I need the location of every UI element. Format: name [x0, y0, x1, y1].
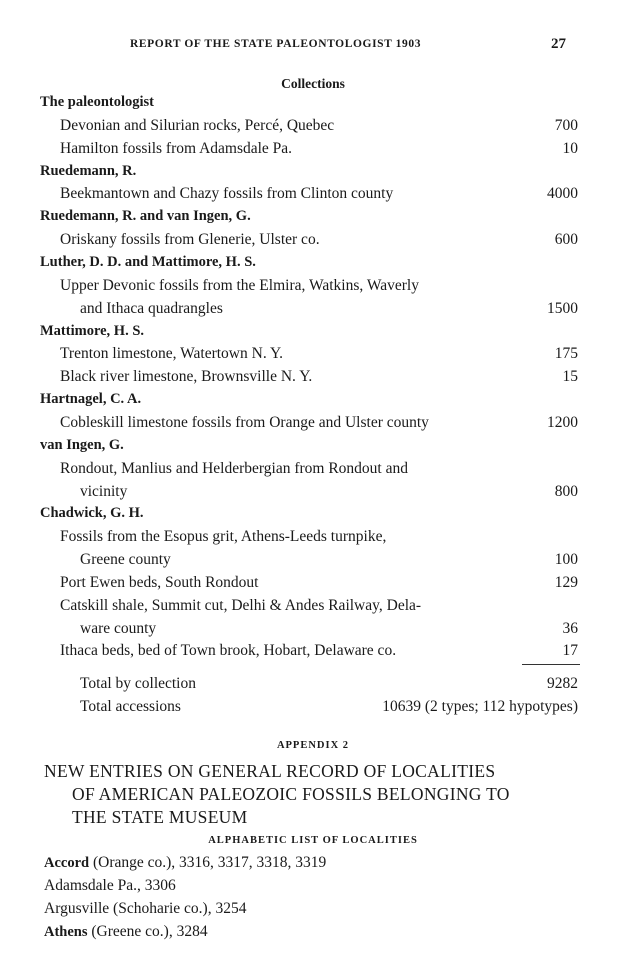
- collection-count: 800: [554, 482, 578, 500]
- collection-description: Fossils from the Esopus grit, Athens-Leeds turnpike,: [60, 528, 387, 546]
- collection-count: 36: [562, 619, 578, 637]
- collection-count: 175: [554, 345, 578, 363]
- collection-count: 17: [562, 642, 578, 660]
- collection-count: 129: [554, 573, 578, 591]
- alphabetic-list-heading: ALPHABETIC LIST OF LOCALITIES: [208, 835, 418, 846]
- locality-details: Adamsdale Pa., 3306: [44, 877, 176, 894]
- total-accessions-value: 10639 (2 types; 112 hypotypes): [382, 698, 578, 715]
- total-by-collection-label: Total by collection: [80, 675, 196, 692]
- collector-name: van Ingen, G.: [40, 436, 124, 453]
- collection-count: 4000: [547, 185, 578, 203]
- collection-description: ware county: [80, 619, 157, 637]
- appendix-title-line-2: OF AMERICAN PALEOZOIC FOSSILS BELONGING TO: [72, 784, 510, 804]
- collection-item-row: [0, 642, 626, 664]
- collection-count: 10: [562, 139, 578, 157]
- collection-description: Hamilton fossils from Adamsdale Pa.: [60, 139, 293, 157]
- collector-row: [0, 254, 626, 276]
- collection-description: Trenton limestone, Watertown N. Y.: [60, 345, 284, 363]
- collector-row: [0, 94, 626, 116]
- collection-count: 1500: [547, 299, 578, 317]
- collection-item-row: [0, 345, 626, 367]
- collection-count: 100: [554, 551, 578, 568]
- collection-description: Beekmantown and Chazy fossils from Clinton county: [60, 185, 394, 203]
- appendix-label: APPENDIX 2: [276, 740, 350, 751]
- collection-description: Greene county: [80, 551, 171, 568]
- locality-details: (Orange co.), 3316, 3317, 3318, 3319: [89, 854, 327, 871]
- collection-description: Oriskany fossils from Glenerie, Ulster co.: [60, 231, 320, 249]
- collection-description: Devonian and Silurian rocks, Percé, Quebec: [60, 116, 335, 134]
- collector-row: [0, 437, 626, 459]
- collector-name: Hartnagel, C. A.: [40, 391, 142, 408]
- collection-item-row: [0, 185, 626, 207]
- collector-row: [0, 505, 626, 527]
- total-rule: [522, 664, 580, 665]
- collector-row: [0, 163, 626, 185]
- collection-description: Cobleskill limestone fossils from Orange and Ulster county: [60, 413, 429, 431]
- collection-description: and Ithaca quadrangles: [80, 299, 223, 317]
- collector-name: Ruedemann, R. and van Ingen, G.: [40, 208, 251, 225]
- collection-item-row: [0, 140, 626, 162]
- collection-description: Black river limestone, Brownsville N. Y.: [60, 368, 313, 386]
- collection-count: 1200: [547, 413, 578, 431]
- collection-description: Port Ewen beds, South Rondout: [60, 573, 259, 591]
- collector-row: [0, 323, 626, 345]
- total-accessions-label: Total accessions: [80, 698, 181, 715]
- collection-item-row: [0, 574, 626, 596]
- collection-description: Catskill shale, Summit cut, Delhi & Andes Railway, Dela-: [60, 596, 422, 614]
- locality-details: (Greene co.), 3284: [87, 923, 208, 940]
- collector-name: Ruedemann, R.: [40, 162, 137, 179]
- appendix-title-line-1: NEW ENTRIES ON GENERAL RECORD OF LOCALITIES: [44, 761, 496, 781]
- total-accessions-row: [0, 698, 626, 720]
- collection-item-row: [0, 528, 626, 550]
- collector-name: Chadwick, G. H.: [40, 505, 144, 522]
- locality-entry: [44, 854, 326, 872]
- total-by-collection-value: 9282: [547, 675, 578, 692]
- collection-item-row: [0, 483, 626, 505]
- locality-entry: [44, 923, 208, 941]
- collector-name: The paleontologist: [40, 94, 154, 110]
- page-number: 27: [551, 36, 566, 52]
- collection-item-row: [0, 300, 626, 322]
- collector-row: [0, 208, 626, 230]
- collection-count: 700: [554, 116, 578, 134]
- collection-item-row: [0, 414, 626, 436]
- collection-item-row: [0, 597, 626, 619]
- collection-description: Ithaca beds, bed of Town brook, Hobart, Delaware co.: [60, 642, 397, 660]
- collection-item-row: [0, 277, 626, 299]
- collection-item-row: [0, 368, 626, 390]
- locality-name: Athens: [44, 924, 88, 940]
- collector-row: [0, 391, 626, 413]
- running-title: REPORT OF THE STATE PALEONTOLOGIST 1903: [130, 38, 422, 50]
- collection-count: 600: [554, 231, 578, 249]
- locality-details: Argusville (Schoharie co.), 3254: [44, 900, 247, 917]
- locality-name: Accord: [44, 855, 90, 871]
- collection-item-row: [0, 620, 626, 642]
- collection-description: Upper Devonic fossils from the Elmira, Watkins, Waverly: [60, 276, 419, 294]
- collector-name: Mattimore, H. S.: [40, 322, 145, 339]
- appendix-title-line-3: THE STATE MUSEUM: [72, 807, 248, 827]
- collection-item-row: [0, 551, 626, 573]
- collection-item-row: [0, 460, 626, 482]
- collections-heading: Collections: [281, 76, 345, 91]
- collection-description: Rondout, Manlius and Helderbergian from Rondout and: [60, 459, 408, 477]
- collection-item-row: [0, 117, 626, 139]
- locality-entry: [44, 900, 246, 918]
- collection-item-row: [0, 231, 626, 253]
- collection-count: 15: [562, 368, 578, 386]
- total-by-collection-row: [0, 675, 626, 697]
- running-header: [0, 36, 626, 56]
- collection-description: vicinity: [80, 482, 128, 500]
- collector-name: Luther, D. D. and Mattimore, H. S.: [40, 254, 256, 270]
- locality-entry: [44, 877, 176, 895]
